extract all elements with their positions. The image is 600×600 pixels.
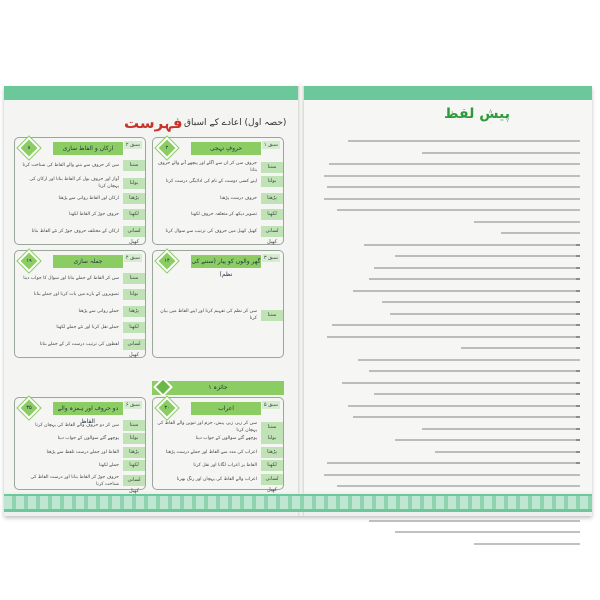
page-number: ۱۹ [26,258,32,264]
skill-row [19,339,145,358]
skill-row [19,460,145,471]
skill-row [19,289,145,300]
page-number: ۳۵ [26,405,32,411]
text-line [422,152,580,154]
skill-row [157,160,283,174]
skill-row [19,226,145,245]
right-page-preface [304,100,592,492]
skill-label: سننا [123,273,145,284]
skill-description: الفاظ پر اعراب لگانا اور نقل کرنا [193,463,257,469]
skill-description: حروف سن کر ان سے اگلے اور پیچھے آنے والے حروف بتانا [157,161,257,173]
skill-label: بولنا [123,433,145,444]
text-line [332,324,580,326]
contents-title: فہرست [124,114,183,132]
lesson-number: سبق ۳ [263,255,278,261]
lesson-number: سبق ۱ [263,142,278,148]
text-line [324,198,580,200]
text-line [327,336,580,338]
skill-row [157,474,283,493]
skill-description: ارکان اور الفاظ روانی سے پڑھنا [58,195,119,201]
skill-row [19,209,145,220]
skill-row [19,306,145,317]
lesson-number: سبق ۴ [125,255,140,261]
skill-description: آواز اور حروف بول کر الفاظ بنانا اور ارکان کی پہچان کرنا [29,177,119,190]
skill-description: سن کر الفاظ کے جملے بنانا اور سوال کا جواب دینا [23,276,119,281]
text-line [364,244,580,246]
text-line [474,221,580,223]
skill-description: سن کر حروف سے بننے والے الفاظ کی شناخت کرنا [22,163,119,168]
lesson-number: سبق ۵ [263,402,278,408]
skill-description: جملے نقل کرنا اور نئے جملے لکھنا [56,325,119,331]
skill-label: لکھنا [261,460,283,471]
skill-row [157,209,283,220]
text-line [474,543,580,545]
skill-row [19,322,145,333]
text-line [353,416,580,418]
text-line [327,462,580,464]
skill-label: لسانی کھیل [123,226,145,237]
preface-title: پیش لفظ [444,106,510,122]
skill-label: بولنا [123,289,145,300]
skill-description: لفظوں کی ترتیب درست کر کے جملے بنانا [39,341,119,347]
text-line [422,428,580,430]
text-line [395,439,580,441]
skill-label: لسانی کھیل [261,474,283,485]
skill-row [157,433,283,444]
preface-body-text [316,140,580,554]
lesson-number: سبق ۶ [125,402,140,408]
skill-label: بولنا [261,433,283,444]
lesson-box [14,250,146,358]
skill-row [157,447,283,458]
text-line [435,451,580,453]
skill-label: لسانی کھیل [261,226,283,237]
skill-description: پوچھے گئے سوالوں کے جواب دینا [195,436,257,442]
skill-description: تصویر دیکھ کر متعلقہ حروف لکھنا [190,212,257,218]
skill-description: تصویروں کے بارے میں بات کرنا اور جملے بنانا [33,292,119,298]
skill-row [19,447,145,458]
skill-label: لسانی کھیل [123,475,145,486]
text-line [374,393,580,395]
skill-label: سننا [261,422,283,433]
text-line [501,232,580,234]
text-line [337,485,580,487]
lesson-title: جملہ سازی [53,255,123,268]
open-book [4,86,592,516]
skill-row [19,433,145,444]
text-line [461,347,580,349]
skill-row [19,273,145,284]
skill-description: حروف جوڑ کر الفاظ بنانا اور درست الفاظ کی شناخت کرنا [30,474,119,487]
skill-description: اعراب والے الفاظ کی پہچان اور رنگ بھرنا [176,476,257,482]
text-line [342,382,580,384]
skill-description: الفاظ اور جملے درست تلفظ سے پڑھنا [46,449,119,455]
page-badge-icon [156,137,179,160]
page-number: ۸ [27,145,31,151]
text-line [395,255,580,257]
text-line [348,405,580,407]
text-line [369,520,580,522]
text-line [348,140,580,142]
skill-label: بولنا [261,176,283,187]
lesson-title: حروفِ تہجی [191,142,261,155]
skill-row [157,226,283,245]
review-band [152,381,284,395]
text-line [374,267,580,269]
text-line [324,175,580,177]
page-badge-icon [156,397,179,420]
skill-row [19,176,145,190]
skill-label: لکھنا [123,209,145,220]
page-badge-icon [18,250,41,273]
skill-description: اپنے کسی دوست کے نام کی ادائیگی درست کرنا [165,179,257,185]
skill-row [157,308,283,322]
page-number: ۱۴ [164,258,170,264]
skill-row [19,160,145,171]
skill-row [157,460,283,471]
skill-row [157,193,283,204]
skill-row [157,176,283,187]
review-label: جائزہ ۱ [208,384,228,391]
lesson-box [152,250,284,358]
page-badge-icon [156,250,179,273]
skill-label: لکھنا [261,209,283,220]
text-line [390,313,580,315]
skill-description: جملے لکھنا [98,463,119,469]
skill-description: حروف درست پڑھنا [220,195,257,201]
lesson-title: ارکان و الفاظ سازی [53,142,123,155]
lesson-box [152,397,284,493]
lesson-title: اعراب [191,402,261,415]
lesson-title: گھر والوں کو پیار (سننے کی نظم) [191,255,261,268]
skill-description: کھیل کھیل میں حروف کی ترتیب سے سوال کرنا [165,228,257,234]
skill-description: سن کر زبر، زیر، پیش، جزم اور تنوین والے الفاظ کی پہچان کرنا [157,421,257,433]
skill-description: پوچھے گئے سوالوں کے جواب دینا [57,436,119,442]
page-badge-icon [153,377,173,397]
contents-subtitle: (حصہ اول) اعادے کے اسباق [184,118,287,128]
skill-label: لکھنا [123,460,145,471]
skill-description: سن کر نظم کی تفہیم کرنا اور اپنے الفاظ میں بیان کرنا [160,309,257,321]
skill-label: بولنا [123,178,145,189]
skill-label: سننا [261,162,283,173]
text-line [358,359,580,361]
bottom-decorative-border [4,494,592,512]
skill-label: لسانی کھیل [123,339,145,350]
text-line [369,370,580,372]
skill-row [19,193,145,204]
skill-description: سن کر دو حروف والے الفاظ کی پہچان کرنا [35,423,119,428]
skill-label: پڑھنا [123,193,145,204]
skill-description: جملے روانی سے پڑھنا [78,308,119,314]
lesson-box [152,137,284,245]
skill-label: لکھنا [123,322,145,333]
skill-description: حروف جوڑ کر الفاظ لکھنا [69,212,119,218]
text-line [337,209,580,211]
page-number: ۲ [165,145,169,151]
skill-row [157,420,283,434]
skill-description: ارکان کے مختلف حروف جوڑ کر نئے الفاظ بنانا [31,228,119,234]
page-badge-icon [18,397,41,420]
text-line [324,474,580,476]
skill-label: سننا [123,420,145,431]
skill-label: پڑھنا [261,447,283,458]
text-line [327,186,580,188]
text-line [329,163,580,165]
text-line [353,290,580,292]
skill-label: پڑھنا [123,447,145,458]
text-line [382,301,580,303]
skill-row [19,420,145,431]
lesson-title: دو حروف اور ہمزہ والے الفاظ [53,402,123,415]
skill-row [19,474,145,495]
skill-label: سننا [123,160,145,171]
page-badge-icon [18,137,41,160]
skill-label: پڑھنا [123,306,145,317]
left-page-contents [4,100,298,495]
text-line [395,531,580,533]
text-line [369,278,580,280]
lesson-number: سبق ۲ [125,142,140,148]
skill-label: سننا [261,310,283,321]
lesson-box [14,397,146,495]
skill-description: اعراب کی مدد سے الفاظ اور جملے درست پڑھنا [165,449,257,455]
page-number: ۳۰ [164,405,170,411]
lesson-box [14,137,146,245]
skill-label: پڑھنا [261,193,283,204]
